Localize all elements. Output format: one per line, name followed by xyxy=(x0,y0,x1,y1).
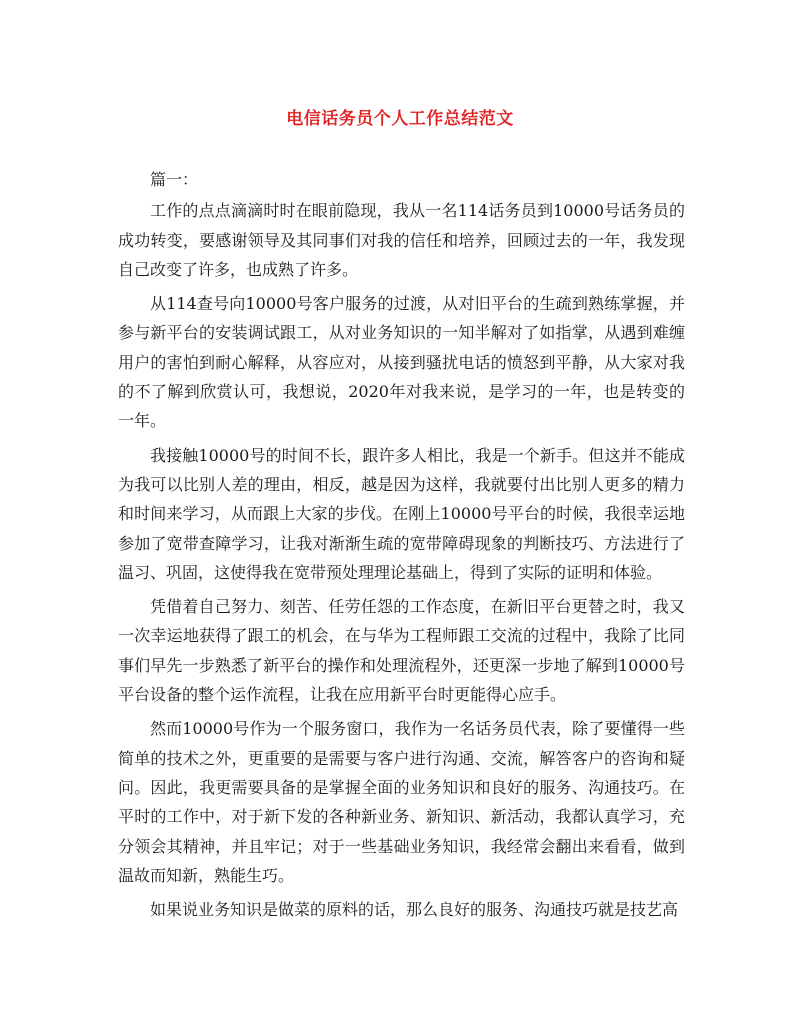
document-title: 电信话务员个人工作总结范文 xyxy=(286,109,514,129)
paragraph: 如果说业务知识是做菜的原料的话，那么良好的服务、沟通技巧就是技艺高 xyxy=(150,900,679,920)
paragraph: 凭借着自己努力、刻苦、任劳任怨的工作态度，在新旧平台更替之时，我又一次幸运地获得了跟工的机会，在与华为工程师跟工交流的过程中，我除了比同事们早先一步熟悉了新平台的操作和处理流程外，还更深一步地了解到10000号平台设备的整个运作流程，让我在应用新平台时更能得心应手。 xyxy=(118,597,685,705)
document-body xyxy=(118,165,685,929)
section-label: 篇一： xyxy=(150,170,199,189)
paragraph: 从114查号向10000号客户服务的过渡，从对旧平台的生疏到熟练掌握，并参与新平台的安装调试跟工，从对业务知识的一知半解对了如指掌，从遇到难缠用户的害怕到耐心解释，从容应对，从接到骚扰电话的愤怒到平静，从大家对我的不了解到欣赏认可，我想说，2020年对我来说，是学习的一年，也是转变的一年。 xyxy=(118,294,685,431)
paragraph: 工作的点点滴滴时时在眼前隐现，我从一名114话务员到10000号话务员的成功转变，要感谢领导及其同事们对我的信任和培养，回顾过去的一年，我发现自己改变了许多，也成熟了许多。 xyxy=(118,201,685,279)
paragraph: 然而10000号作为一个服务窗口，我作为一名话务员代表，除了要懂得一些简单的技术之外，更重要的是需要与客户进行沟通、交流，解答客户的咨询和疑问。因此，我更需要具备的是掌握全面的业务知识和良好的服务、沟通技巧。在平时的工作中，对于新下发的各种新业务、新知识、新活动，我都认真学习，充分领会其精神，并且牢记；对于一些基础业务知识，我经常会翻出来看看，做到温故而知新，熟能生巧。 xyxy=(118,719,685,885)
paragraph: 我接触10000号的时间不长，跟许多人相比，我是一个新手。但这并不能成为我可以比别人差的理由，相反，越是因为这样，我就要付出比别人更多的精力和时间来学习，从而跟上大家的步伐。在刚上10000号平台的时候，我很幸运地参加了宽带查障学习，让我对渐渐生疏的宽带障碍现象的判断技巧、方法进行了温习、巩固，这使得我在宽带预处理理论基础上，得到了实际的证明和体验。 xyxy=(118,445,685,582)
